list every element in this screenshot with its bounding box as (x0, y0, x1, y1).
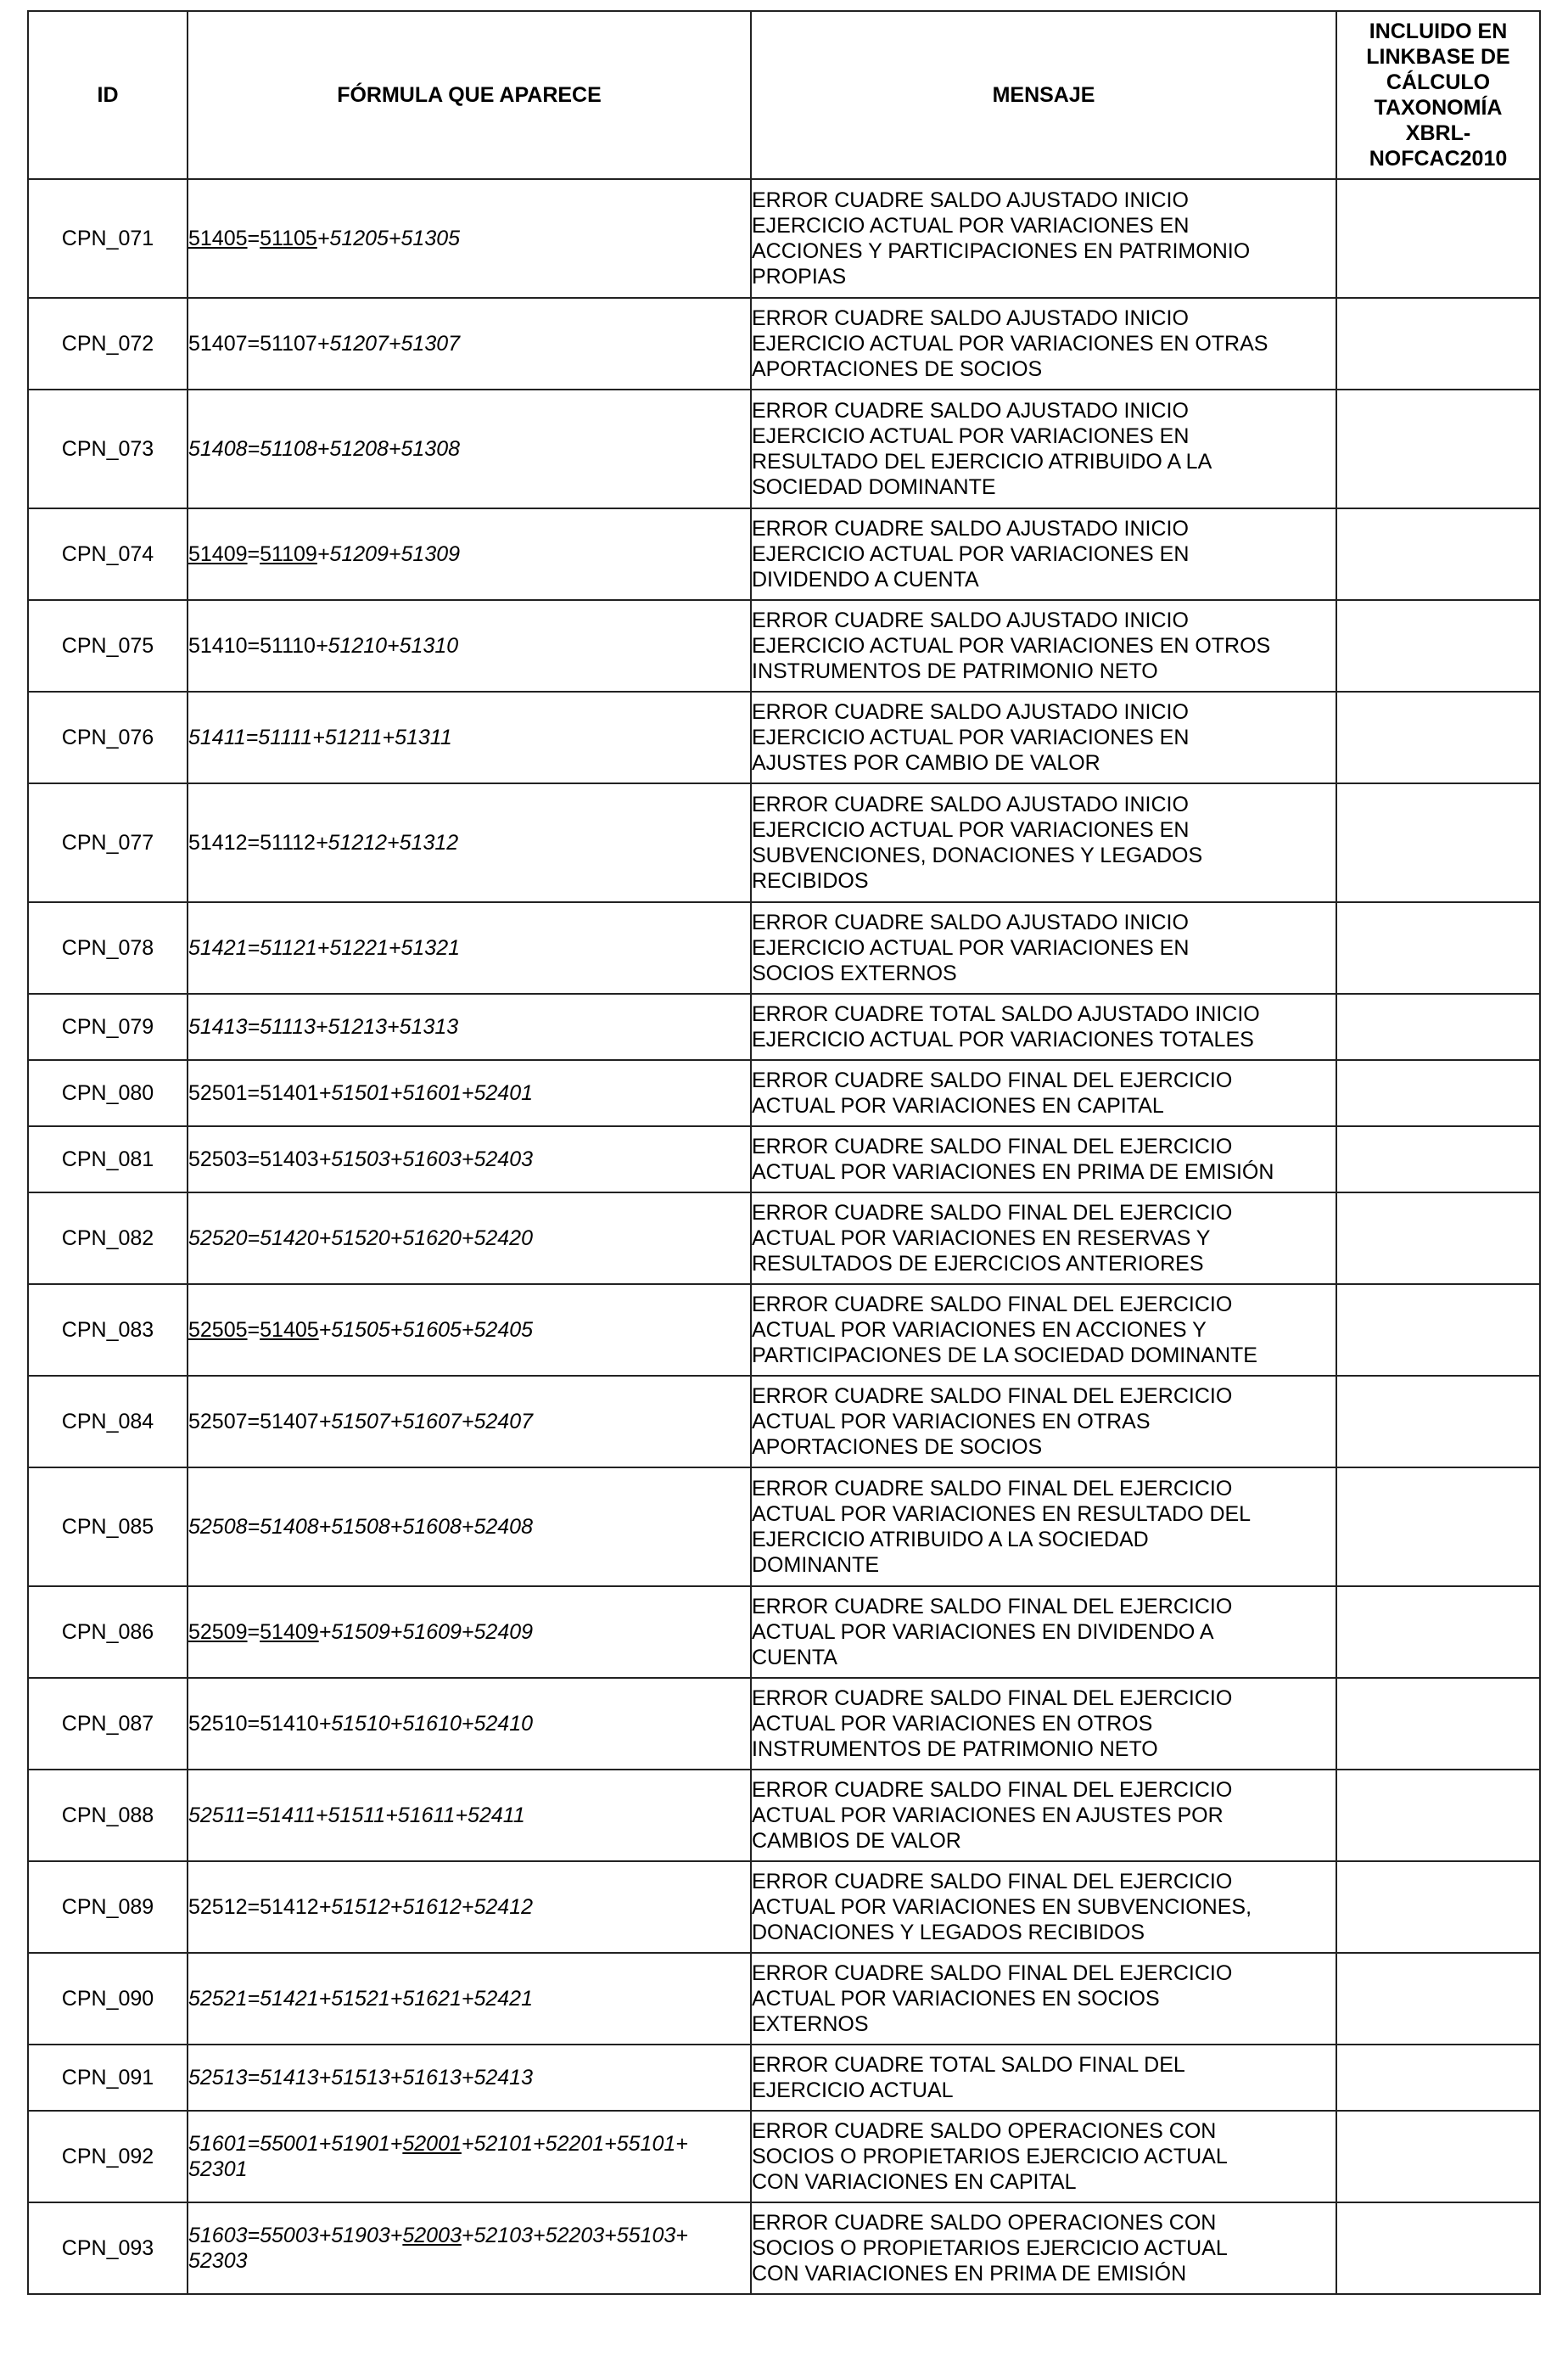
table-row (28, 2045, 1540, 2111)
cell-formula (188, 902, 751, 994)
table-row (28, 508, 1540, 600)
message-line: INSTRUMENTOS DE PATRIMONIO NETO (752, 1737, 1158, 1761)
cell-formula (188, 2111, 751, 2202)
cell-id: CPN_085 (28, 1467, 188, 1586)
message-line: EJERCICIO ACTUAL POR VARIACIONES EN (752, 214, 1190, 238)
header-formula: FÓRMULA QUE APARECE (188, 11, 751, 179)
cell-message (751, 600, 1336, 692)
table-body (28, 179, 1540, 2294)
cell-id: CPN_093 (28, 2202, 188, 2294)
formula-segment: 52513=51413+51513+51613+52413 (188, 2066, 533, 2090)
table-row (28, 692, 1540, 783)
table-row (28, 902, 1540, 994)
formula-segment: 51413=51113+51213+51313 (188, 1015, 459, 1039)
formula-segment: 51412=51112 (188, 831, 316, 855)
cell-formula (188, 298, 751, 390)
formula-segment: +51212+51312 (315, 831, 459, 855)
message-line: CUENTA (752, 1646, 837, 1669)
formula-segment: 52509 (188, 1620, 248, 1644)
message-line: ERROR CUADRE SALDO FINAL DEL EJERCICIO (752, 1686, 1233, 1710)
formula-segment: 51409 (188, 542, 248, 566)
cell-id: CPN_071 (28, 179, 188, 298)
cell-included (1336, 1060, 1540, 1126)
message-line: ACTUAL POR VARIACIONES EN SOCIOS (752, 1987, 1160, 2011)
cell-included (1336, 1861, 1540, 1953)
message-line: EJERCICIO ACTUAL POR VARIACIONES EN OTROS (752, 634, 1271, 658)
cell-included (1336, 783, 1540, 902)
header-message: MENSAJE (751, 11, 1336, 179)
message-line: EJERCICIO ACTUAL POR VARIACIONES EN (752, 818, 1190, 842)
cell-formula (188, 1376, 751, 1467)
formula-segment: 51405 (260, 1318, 319, 1342)
formula-segment: +51512+51612+52412 (318, 1895, 533, 1919)
cell-id: CPN_083 (28, 1284, 188, 1376)
cell-formula (188, 1861, 751, 1953)
cell-id: CPN_081 (28, 1126, 188, 1192)
message-line: EJERCICIO ATRIBUIDO A LA SOCIEDAD (752, 1528, 1149, 1551)
cell-included (1336, 1192, 1540, 1284)
message-line: ERROR CUADRE SALDO FINAL DEL EJERCICIO (752, 1961, 1233, 1985)
message-line: ERROR CUADRE SALDO FINAL DEL EJERCICIO (752, 1778, 1233, 1802)
message-line: SOCIOS EXTERNOS (752, 962, 957, 985)
cell-formula (188, 1192, 751, 1284)
cell-id: CPN_080 (28, 1060, 188, 1126)
formula-segment: +52103+52203+55103+ 52303 (188, 2224, 688, 2273)
cell-formula (188, 1467, 751, 1586)
cell-formula (188, 1678, 751, 1770)
formula-segment: 52511=51411+51511+51611+52411 (188, 1803, 525, 1827)
formula-segment: 52003 (402, 2224, 462, 2247)
cell-included (1336, 1376, 1540, 1467)
formula-segment: +51507+51607+52407 (318, 1410, 533, 1433)
cell-message (751, 902, 1336, 994)
formula-segment: +51501+51601+52401 (318, 1081, 533, 1105)
message-line: ACTUAL POR VARIACIONES EN PRIMA DE EMISIÓN (752, 1160, 1274, 1184)
formula-segment: +51205+51305 (316, 227, 461, 250)
cell-id: CPN_073 (28, 390, 188, 508)
message-line: EJERCICIO ACTUAL POR VARIACIONES TOTALES (752, 1028, 1254, 1052)
table-row (28, 2202, 1540, 2294)
cell-message (751, 1861, 1336, 1953)
message-line: ACCIONES Y PARTICIPACIONES EN PATRIMONIO (752, 239, 1251, 263)
message-line: ERROR CUADRE SALDO FINAL DEL EJERCICIO (752, 1135, 1233, 1158)
cell-id: CPN_091 (28, 2045, 188, 2111)
message-line: DOMINANTE (752, 1553, 879, 1577)
cell-message (751, 1284, 1336, 1376)
cell-message (751, 508, 1336, 600)
cell-id: CPN_090 (28, 1953, 188, 2045)
formula-segment: +51207+51307 (316, 332, 461, 356)
cell-message (751, 1770, 1336, 1861)
message-line: ERROR CUADRE TOTAL SALDO AJUSTADO INICIO (752, 1002, 1260, 1026)
cell-formula (188, 179, 751, 298)
formula-segment: 52505 (188, 1318, 248, 1342)
cell-included (1336, 1284, 1540, 1376)
table-row (28, 1861, 1540, 1953)
message-line: EJERCICIO ACTUAL POR VARIACIONES EN (752, 936, 1190, 960)
formula-segment: 51105 (260, 227, 317, 250)
message-line: ERROR CUADRE SALDO OPERACIONES CON (752, 2211, 1217, 2235)
formula-segment: +51209+51309 (316, 542, 461, 566)
formula-segment: +51509+51609+52409 (318, 1620, 534, 1644)
cell-message (751, 2111, 1336, 2202)
cell-message (751, 994, 1336, 1060)
cell-included (1336, 1770, 1540, 1861)
cell-message (751, 1678, 1336, 1770)
cell-formula (188, 783, 751, 902)
cell-formula (188, 2045, 751, 2111)
table-row (28, 2111, 1540, 2202)
cell-id: CPN_079 (28, 994, 188, 1060)
cell-included (1336, 994, 1540, 1060)
table-row (28, 390, 1540, 508)
formula-segment: +51505+51605+52405 (318, 1318, 534, 1342)
message-line: APORTACIONES DE SOCIOS (752, 357, 1043, 381)
formula-segment: 52001 (402, 2132, 462, 2156)
formula-segment: = (247, 1318, 260, 1342)
cell-id: CPN_089 (28, 1861, 188, 1953)
table-row (28, 783, 1540, 902)
formula-segment: 51601=55001+51901+ (188, 2132, 403, 2156)
message-line: ERROR CUADRE TOTAL SALDO FINAL DEL (752, 2053, 1185, 2077)
table-row (28, 994, 1540, 1060)
cell-included (1336, 390, 1540, 508)
table-row (28, 1678, 1540, 1770)
formula-segment: 51109 (260, 542, 317, 566)
cell-id: CPN_072 (28, 298, 188, 390)
formula-segment: 52510=51410 (188, 1712, 319, 1736)
cell-included (1336, 179, 1540, 298)
message-line: ACTUAL POR VARIACIONES EN SUBVENCIONES, (752, 1895, 1252, 1919)
cell-formula (188, 1586, 751, 1678)
cell-id: CPN_086 (28, 1586, 188, 1678)
message-line: ACTUAL POR VARIACIONES EN DIVIDENDO A (752, 1620, 1214, 1644)
cell-message (751, 390, 1336, 508)
cell-included (1336, 2045, 1540, 2111)
message-line: ACTUAL POR VARIACIONES EN OTROS (752, 1712, 1153, 1736)
table-row (28, 1467, 1540, 1586)
message-line: EXTERNOS (752, 2012, 869, 2036)
message-line: SOCIOS O PROPIETARIOS EJERCICIO ACTUAL (752, 2236, 1228, 2260)
message-line: EJERCICIO ACTUAL (752, 2078, 954, 2102)
message-line: EJERCICIO ACTUAL POR VARIACIONES EN OTRAS (752, 332, 1268, 356)
message-line: EJERCICIO ACTUAL POR VARIACIONES EN (752, 424, 1190, 448)
message-line: ERROR CUADRE SALDO AJUSTADO INICIO (752, 517, 1189, 541)
message-line: ERROR CUADRE SALDO AJUSTADO INICIO (752, 793, 1189, 816)
message-line: ERROR CUADRE SALDO AJUSTADO INICIO (752, 911, 1189, 934)
formula-segment: 51409 (260, 1620, 319, 1644)
formula-segment: 51410=51110 (188, 634, 316, 658)
message-line: ERROR CUADRE SALDO AJUSTADO INICIO (752, 188, 1189, 212)
cell-formula (188, 600, 751, 692)
message-line: ERROR CUADRE SALDO OPERACIONES CON (752, 2119, 1217, 2143)
cell-message (751, 298, 1336, 390)
message-line: ERROR CUADRE SALDO AJUSTADO INICIO (752, 306, 1189, 330)
header-included-line: XBRL- (1405, 121, 1471, 145)
cell-formula (188, 390, 751, 508)
cell-included (1336, 600, 1540, 692)
message-line: ERROR CUADRE SALDO FINAL DEL EJERCICIO (752, 1069, 1233, 1092)
message-line: ERROR CUADRE SALDO FINAL DEL EJERCICIO (752, 1595, 1233, 1618)
formula-segment: +51503+51603+52403 (318, 1147, 533, 1171)
message-line: RESULTADO DEL EJERCICIO ATRIBUIDO A LA (752, 450, 1212, 474)
header-id: ID (28, 11, 188, 179)
formula-segment: 52503=51403 (188, 1147, 319, 1171)
formula-segment: 52520=51420+51520+51620+52420 (188, 1226, 533, 1250)
cell-message (751, 179, 1336, 298)
cell-id: CPN_076 (28, 692, 188, 783)
cell-id: CPN_082 (28, 1192, 188, 1284)
formula-segment: +51510+51610+52410 (318, 1712, 533, 1736)
message-line: ERROR CUADRE SALDO AJUSTADO INICIO (752, 399, 1189, 423)
table-row (28, 1376, 1540, 1467)
cell-included (1336, 692, 1540, 783)
cell-message (751, 1586, 1336, 1678)
message-line: PARTICIPACIONES DE LA SOCIEDAD DOMINANTE (752, 1343, 1257, 1367)
cell-message (751, 783, 1336, 902)
cell-message (751, 1376, 1336, 1467)
message-line: SOCIEDAD DOMINANTE (752, 475, 996, 499)
cell-included (1336, 1126, 1540, 1192)
cell-message (751, 1467, 1336, 1586)
cell-formula (188, 1284, 751, 1376)
message-line: ERROR CUADRE SALDO FINAL DEL EJERCICIO (752, 1293, 1233, 1316)
cell-included (1336, 1953, 1540, 2045)
message-line: ERROR CUADRE SALDO AJUSTADO INICIO (752, 609, 1189, 632)
cell-id: CPN_078 (28, 902, 188, 994)
message-line: CON VARIACIONES EN CAPITAL (752, 2170, 1077, 2194)
message-line: INSTRUMENTOS DE PATRIMONIO NETO (752, 659, 1158, 683)
cell-id: CPN_074 (28, 508, 188, 600)
header-included-line: INCLUIDO EN (1369, 20, 1508, 43)
cell-message (751, 2202, 1336, 2294)
formula-segment: +51210+51310 (315, 634, 459, 658)
cell-id: CPN_075 (28, 600, 188, 692)
cell-message (751, 1126, 1336, 1192)
cell-included (1336, 902, 1540, 994)
formula-segment: 51421=51121+51221+51321 (188, 936, 461, 960)
cell-message (751, 1953, 1336, 2045)
message-line: APORTACIONES DE SOCIOS (752, 1435, 1043, 1459)
formula-segment: 52501=51401 (188, 1081, 319, 1105)
table-row (28, 1586, 1540, 1678)
cell-formula (188, 692, 751, 783)
formula-segment: = (247, 542, 260, 566)
message-line: AJUSTES POR CAMBIO DE VALOR (752, 751, 1100, 775)
table-row (28, 1126, 1540, 1192)
cell-included (1336, 2202, 1540, 2294)
message-line: EJERCICIO ACTUAL POR VARIACIONES EN (752, 542, 1190, 566)
formula-segment: 51411=51111+51211+51311 (188, 726, 452, 749)
cell-formula (188, 1126, 751, 1192)
table-row (28, 179, 1540, 298)
message-line: ERROR CUADRE SALDO FINAL DEL EJERCICIO (752, 1201, 1233, 1225)
message-line: ERROR CUADRE SALDO FINAL DEL EJERCICIO (752, 1384, 1233, 1408)
message-line: ERROR CUADRE SALDO FINAL DEL EJERCICIO (752, 1477, 1233, 1501)
cell-message (751, 692, 1336, 783)
formula-segment: +52101+52201+55101+ 52301 (188, 2132, 688, 2181)
cell-id: CPN_088 (28, 1770, 188, 1861)
message-line: ACTUAL POR VARIACIONES EN ACCIONES Y (752, 1318, 1207, 1342)
message-line: ERROR CUADRE SALDO FINAL DEL EJERCICIO (752, 1870, 1233, 1893)
cell-formula (188, 994, 751, 1060)
message-line: CON VARIACIONES EN PRIMA DE EMISIÓN (752, 2262, 1187, 2286)
cell-formula (188, 2202, 751, 2294)
cell-included (1336, 1467, 1540, 1586)
cell-included (1336, 508, 1540, 600)
message-line: ACTUAL POR VARIACIONES EN CAPITAL (752, 1094, 1164, 1118)
cell-id: CPN_092 (28, 2111, 188, 2202)
formula-segment: = (247, 227, 260, 250)
cell-formula (188, 1060, 751, 1126)
message-line: ACTUAL POR VARIACIONES EN RESULTADO DEL (752, 1502, 1252, 1526)
formula-segment: 52512=51412 (188, 1895, 319, 1919)
message-line: CAMBIOS DE VALOR (752, 1829, 961, 1853)
formula-segment: 52508=51408+51508+51608+52408 (188, 1515, 533, 1539)
cell-included (1336, 2111, 1540, 2202)
cell-included (1336, 298, 1540, 390)
cell-included (1336, 1586, 1540, 1678)
cell-included (1336, 1678, 1540, 1770)
header-included-line: TAXONOMÍA (1374, 96, 1503, 120)
cell-message (751, 1060, 1336, 1126)
table-row (28, 1770, 1540, 1861)
cell-id: CPN_077 (28, 783, 188, 902)
message-line: ACTUAL POR VARIACIONES EN RESERVAS Y (752, 1226, 1211, 1250)
message-line: ACTUAL POR VARIACIONES EN AJUSTES POR (752, 1803, 1224, 1827)
message-line: SUBVENCIONES, DONACIONES Y LEGADOS (752, 844, 1203, 867)
message-line: DIVIDENDO A CUENTA (752, 568, 979, 592)
formula-segment: 51405 (188, 227, 248, 250)
message-line: DONACIONES Y LEGADOS RECIBIDOS (752, 1921, 1145, 1944)
cell-formula (188, 1770, 751, 1861)
header-included (1336, 11, 1540, 179)
cell-message (751, 1192, 1336, 1284)
formula-segment: = (247, 1620, 260, 1644)
message-line: ERROR CUADRE SALDO AJUSTADO INICIO (752, 700, 1189, 724)
formula-segment: 52507=51407 (188, 1410, 319, 1433)
message-line: PROPIAS (752, 265, 847, 289)
table-row (28, 1284, 1540, 1376)
table-header-row (28, 11, 1540, 179)
table-row (28, 1060, 1540, 1126)
cell-message (751, 2045, 1336, 2111)
header-included-line: CÁLCULO (1386, 70, 1491, 94)
cell-formula (188, 1953, 751, 2045)
table-row (28, 1192, 1540, 1284)
formula-segment: 52521=51421+51521+51621+52421 (188, 1987, 533, 2011)
message-line: ACTUAL POR VARIACIONES EN OTRAS (752, 1410, 1151, 1433)
table-row (28, 600, 1540, 692)
message-line: RECIBIDOS (752, 869, 869, 893)
message-line: SOCIOS O PROPIETARIOS EJERCICIO ACTUAL (752, 2145, 1228, 2168)
cell-id: CPN_087 (28, 1678, 188, 1770)
message-line: EJERCICIO ACTUAL POR VARIACIONES EN (752, 726, 1190, 749)
formula-segment: 51407=51107 (188, 332, 317, 356)
header-included-line: LINKBASE DE (1366, 45, 1510, 69)
header-included-line: NOFCAC2010 (1369, 147, 1508, 171)
table-row (28, 1953, 1540, 2045)
formula-segment: 51603=55003+51903+ (188, 2224, 403, 2247)
cell-formula (188, 508, 751, 600)
cell-id: CPN_084 (28, 1376, 188, 1467)
message-line: RESULTADOS DE EJERCICIOS ANTERIORES (752, 1252, 1204, 1276)
formula-segment: 51408=51108+51208+51308 (188, 437, 461, 461)
table-row (28, 298, 1540, 390)
validation-rules-table (27, 10, 1541, 2295)
